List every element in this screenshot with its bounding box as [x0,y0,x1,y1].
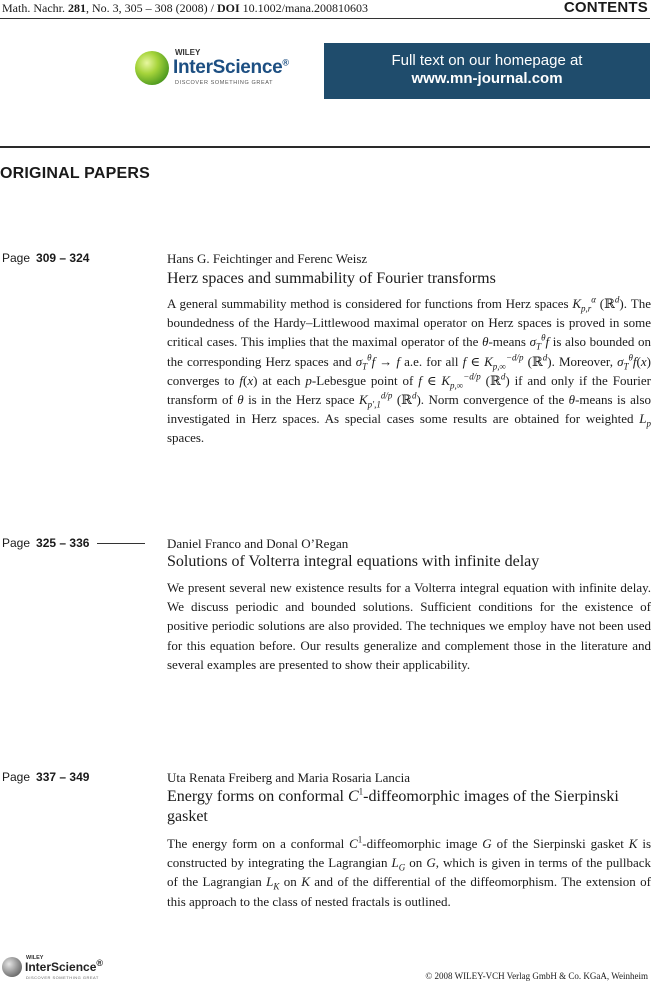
entry-1-abstract: A general summability method is considered for functions from Herz spaces $K_{p,r}^\alpha$ (ℝ$^d$). The boundedness of the Hardy–Littlewood maximal operator on Herz spaces is proved in some critical cases. This implies that the maximal operator of the θ-means $\sigma_T^\theta f$ is also bounded on the corresponding Herz spaces and $\sigma_T^\theta f \to f$ a.e. for all f ∈ $K_{p,\infty}^{-d/p}$ (ℝ$^d$). Moreover, $\sigma_T^\theta f(x)$ converges to f(x) at each p-Lebesgue point of f ∈ $K_{p,\infty}^{-d/p}$ (ℝ$^d$) if and only if the Fourier transform of θ is in the Herz space $K_{p',1}^{d/p}$ (ℝ$^d$). Norm convergence of the θ-means is also investigated in Herz spaces. As special cases some results are obtained for weighted $L_p$ spaces. [167,294,651,446]
entry-3-authors: Uta Renata Freiberg and Maria Rosaria Lancia [167,770,411,785]
interscience-logo[interactable] [135,45,305,93]
doi-value[interactable]: 10.1002/mana.200810603 [242,1,368,15]
entry-2-page-label [2,536,145,550]
journal-citation [2,1,368,16]
entry-2-title[interactable]: Solutions of Volterra integral equations with infinite delay [167,553,540,570]
copyright-notice: © 2008 WILEY-VCH Verlag GmbH & Co. KGaA, Weinheim [425,971,648,981]
entry-3-title[interactable]: Energy forms on conformal $C^1$-diffeomorphic images of the Sierpinski gasket [167,786,619,825]
promo-url-link[interactable]: www.mn-journal.com [411,70,563,87]
logo-registered: ® [282,57,289,68]
entry-2-abstract: We present several new existence results for a Volterra integral equation with infinite delay. We discuss periodic and bounded solutions. Sufficient conditions for the existence of positive periodic solutions are also provided. The techniques we employ have not been used for this equation before. Our results generalize and complement those in the literature and several examples are presented to show their applicability. [167,580,651,672]
entry-3-pages[interactable]: 337 – 349 [36,770,90,784]
journal-abbrev: Math. Nachr. [2,1,65,15]
logo-name: InterScience® [173,57,289,78]
footer-logo-name: InterScience® [25,958,104,974]
entry-3-page-label [2,770,89,784]
homepage-promo-banner[interactable] [324,43,650,99]
section-rule [0,146,650,148]
header-rule [0,18,650,19]
logo-tagline: DISCOVER SOMETHING GREAT [175,80,274,86]
doi-label: DOI [216,1,240,15]
issue-pages-year: , No. 3, 305 – 308 (2008) / [85,1,214,15]
footer-logo-wiley: WILEY [26,955,44,961]
volume: 281 [67,1,86,15]
footer-logo-tagline: DISCOVER SOMETHING GREAT [26,975,99,980]
section-title: ORIGINAL PAPERS [0,165,150,182]
footer-interscience-logo[interactable] [2,954,122,982]
promo-text: Full text on our homepage at [391,52,583,69]
globe-icon [135,51,169,85]
contents-label: CONTENTS [563,0,648,16]
entry-2-pages[interactable]: 325 – 336 [36,536,90,550]
entry-2-authors: Daniel Franco and Donal O’Regan [167,536,349,551]
page-word: Page [2,770,31,784]
page-leader-line [97,543,145,544]
entry-1-page-label [2,251,89,265]
entry-1-authors: Hans G. Feichtinger and Ferenc Weisz [167,251,368,266]
entry-3-abstract: The energy form on a conformal $C^1$-diffeomorphic image G of the Sierpinski gasket K is constructed by integrating the Lagrangian $L_G$ on G, which is given in terms of the pullback of the Lagrangian $L_K$ on K and of the differential of the diffeomorphism. The extension of this approach to the class of nested fractals is outlined. [167,834,651,909]
entry-1-pages[interactable]: 309 – 324 [36,251,90,265]
footer-logo-registered: ® [96,958,104,968]
page-word: Page [2,536,31,550]
logo-wiley: WILEY [175,48,201,57]
page-word: Page [2,251,31,265]
entry-1-title[interactable]: Herz spaces and summability of Fourier transforms [167,270,496,287]
footer-globe-icon [2,957,22,977]
